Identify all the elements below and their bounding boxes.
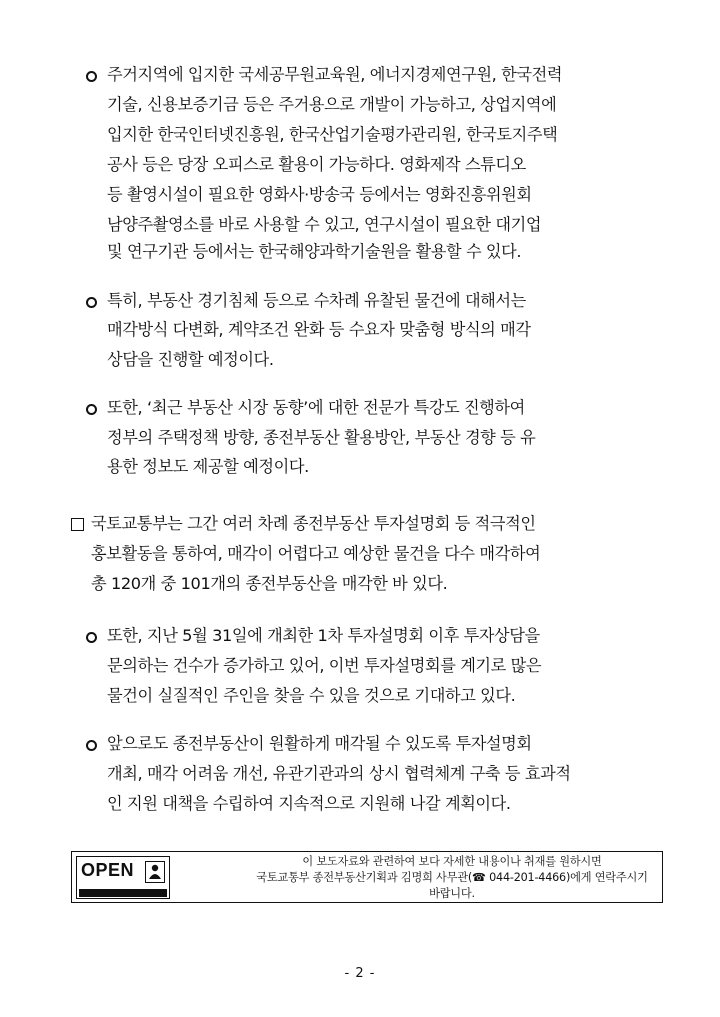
contact-line: 바랍니다. — [429, 887, 475, 900]
contact-line: 이 보도자료와 관련하여 보다 자세한 내용이나 취재를 원하시면 — [302, 855, 602, 868]
text-line: 용한 정보도 제공할 예정이다. — [107, 457, 309, 476]
text-line: 또한, 지난 5월 31일에 개최한 1차 투자설명회 이후 투자상담을 — [107, 626, 540, 645]
circle-bullet-icon — [86, 297, 97, 308]
text-line: 입지한 한국인터넷진흥원, 한국산업기술평가관리원, 한국토지주택 — [107, 125, 558, 144]
open-logo-text: OPEN — [81, 860, 135, 880]
circle-bullet-icon — [86, 740, 97, 751]
circle-bullet-icon — [86, 404, 97, 415]
person-icon — [145, 861, 165, 883]
contact-info-box — [71, 851, 663, 903]
text-line: 국토교통부는 그간 여러 차례 종전부동산 투자설명회 등 적극적인 — [91, 514, 536, 533]
text-line: 개최, 매각 어려움 개선, 유관기관과의 상시 협력체계 구축 등 효과적 — [107, 764, 571, 783]
contact-line: 국토교통부 종전부동산기획과 김명희 사무관(☎ 044-201-4466)에게 연락주시기 — [256, 871, 648, 884]
circle-bullet-icon — [86, 71, 97, 82]
text-line: 남양주촬영소를 바로 사용할 수 있고, 연구시설이 필요한 대기업 — [107, 215, 542, 234]
text-line: 매각방식 다변화, 계약조건 완화 등 수요자 맞춤형 방식의 매각 — [107, 320, 531, 339]
circle-bullet-icon — [86, 632, 97, 643]
text-line: 앞으로도 종전부동산이 원활하게 매각될 수 있도록 투자설명회 — [107, 734, 532, 753]
text-line: 및 연구기관 등에서는 한국해양과학기술원을 활용할 수 있다. — [107, 242, 522, 261]
license-strip — [79, 889, 167, 897]
open-license-logo — [76, 856, 170, 899]
text-line: 인 지원 대책을 수립하여 지속적으로 지원해 나갈 계획이다. — [107, 794, 511, 813]
text-line: 총 120개 중 101개의 종전부동산을 매각한 바 있다. — [91, 574, 448, 593]
text-line: 기술, 신용보증기금 등은 주거용으로 개발이 가능하고, 상업지역에 — [107, 95, 557, 114]
text-line: 정부의 주택정책 방향, 종전부동산 활용방안, 부동산 경향 등 유 — [107, 428, 536, 447]
text-line: 주거지역에 입지한 국세공무원교육원, 에너지경제연구원, 한국전력 — [107, 65, 563, 84]
text-line: 물건이 실질적인 주인을 찾을 수 있을 것으로 기대하고 있다. — [107, 686, 516, 705]
text-line: 특히, 부동산 경기침체 등으로 수차례 유찰된 물건에 대해서는 — [107, 291, 526, 310]
text-line: 상담을 진행할 예정이다. — [107, 350, 274, 369]
text-line: 공사 등은 당장 오피스로 활용이 가능하다. 영화제작 스튜디오 — [107, 155, 526, 174]
text-line: 등 촬영시설이 필요한 영화사·방송국 등에서는 영화진흥위원회 — [107, 185, 532, 204]
square-bullet-icon — [71, 518, 84, 531]
text-line: 문의하는 건수가 증가하고 있어, 이번 투자설명회를 계기로 많은 — [107, 656, 542, 675]
text-line: 또한, ‘최근 부동산 시장 동향’에 대한 전문가 특강도 진행하여 — [107, 398, 525, 417]
text-line: 홍보활동을 통하여, 매각이 어렵다고 예상한 물건을 다수 매각하여 — [91, 544, 541, 563]
page-number: - 2 - — [344, 966, 376, 981]
